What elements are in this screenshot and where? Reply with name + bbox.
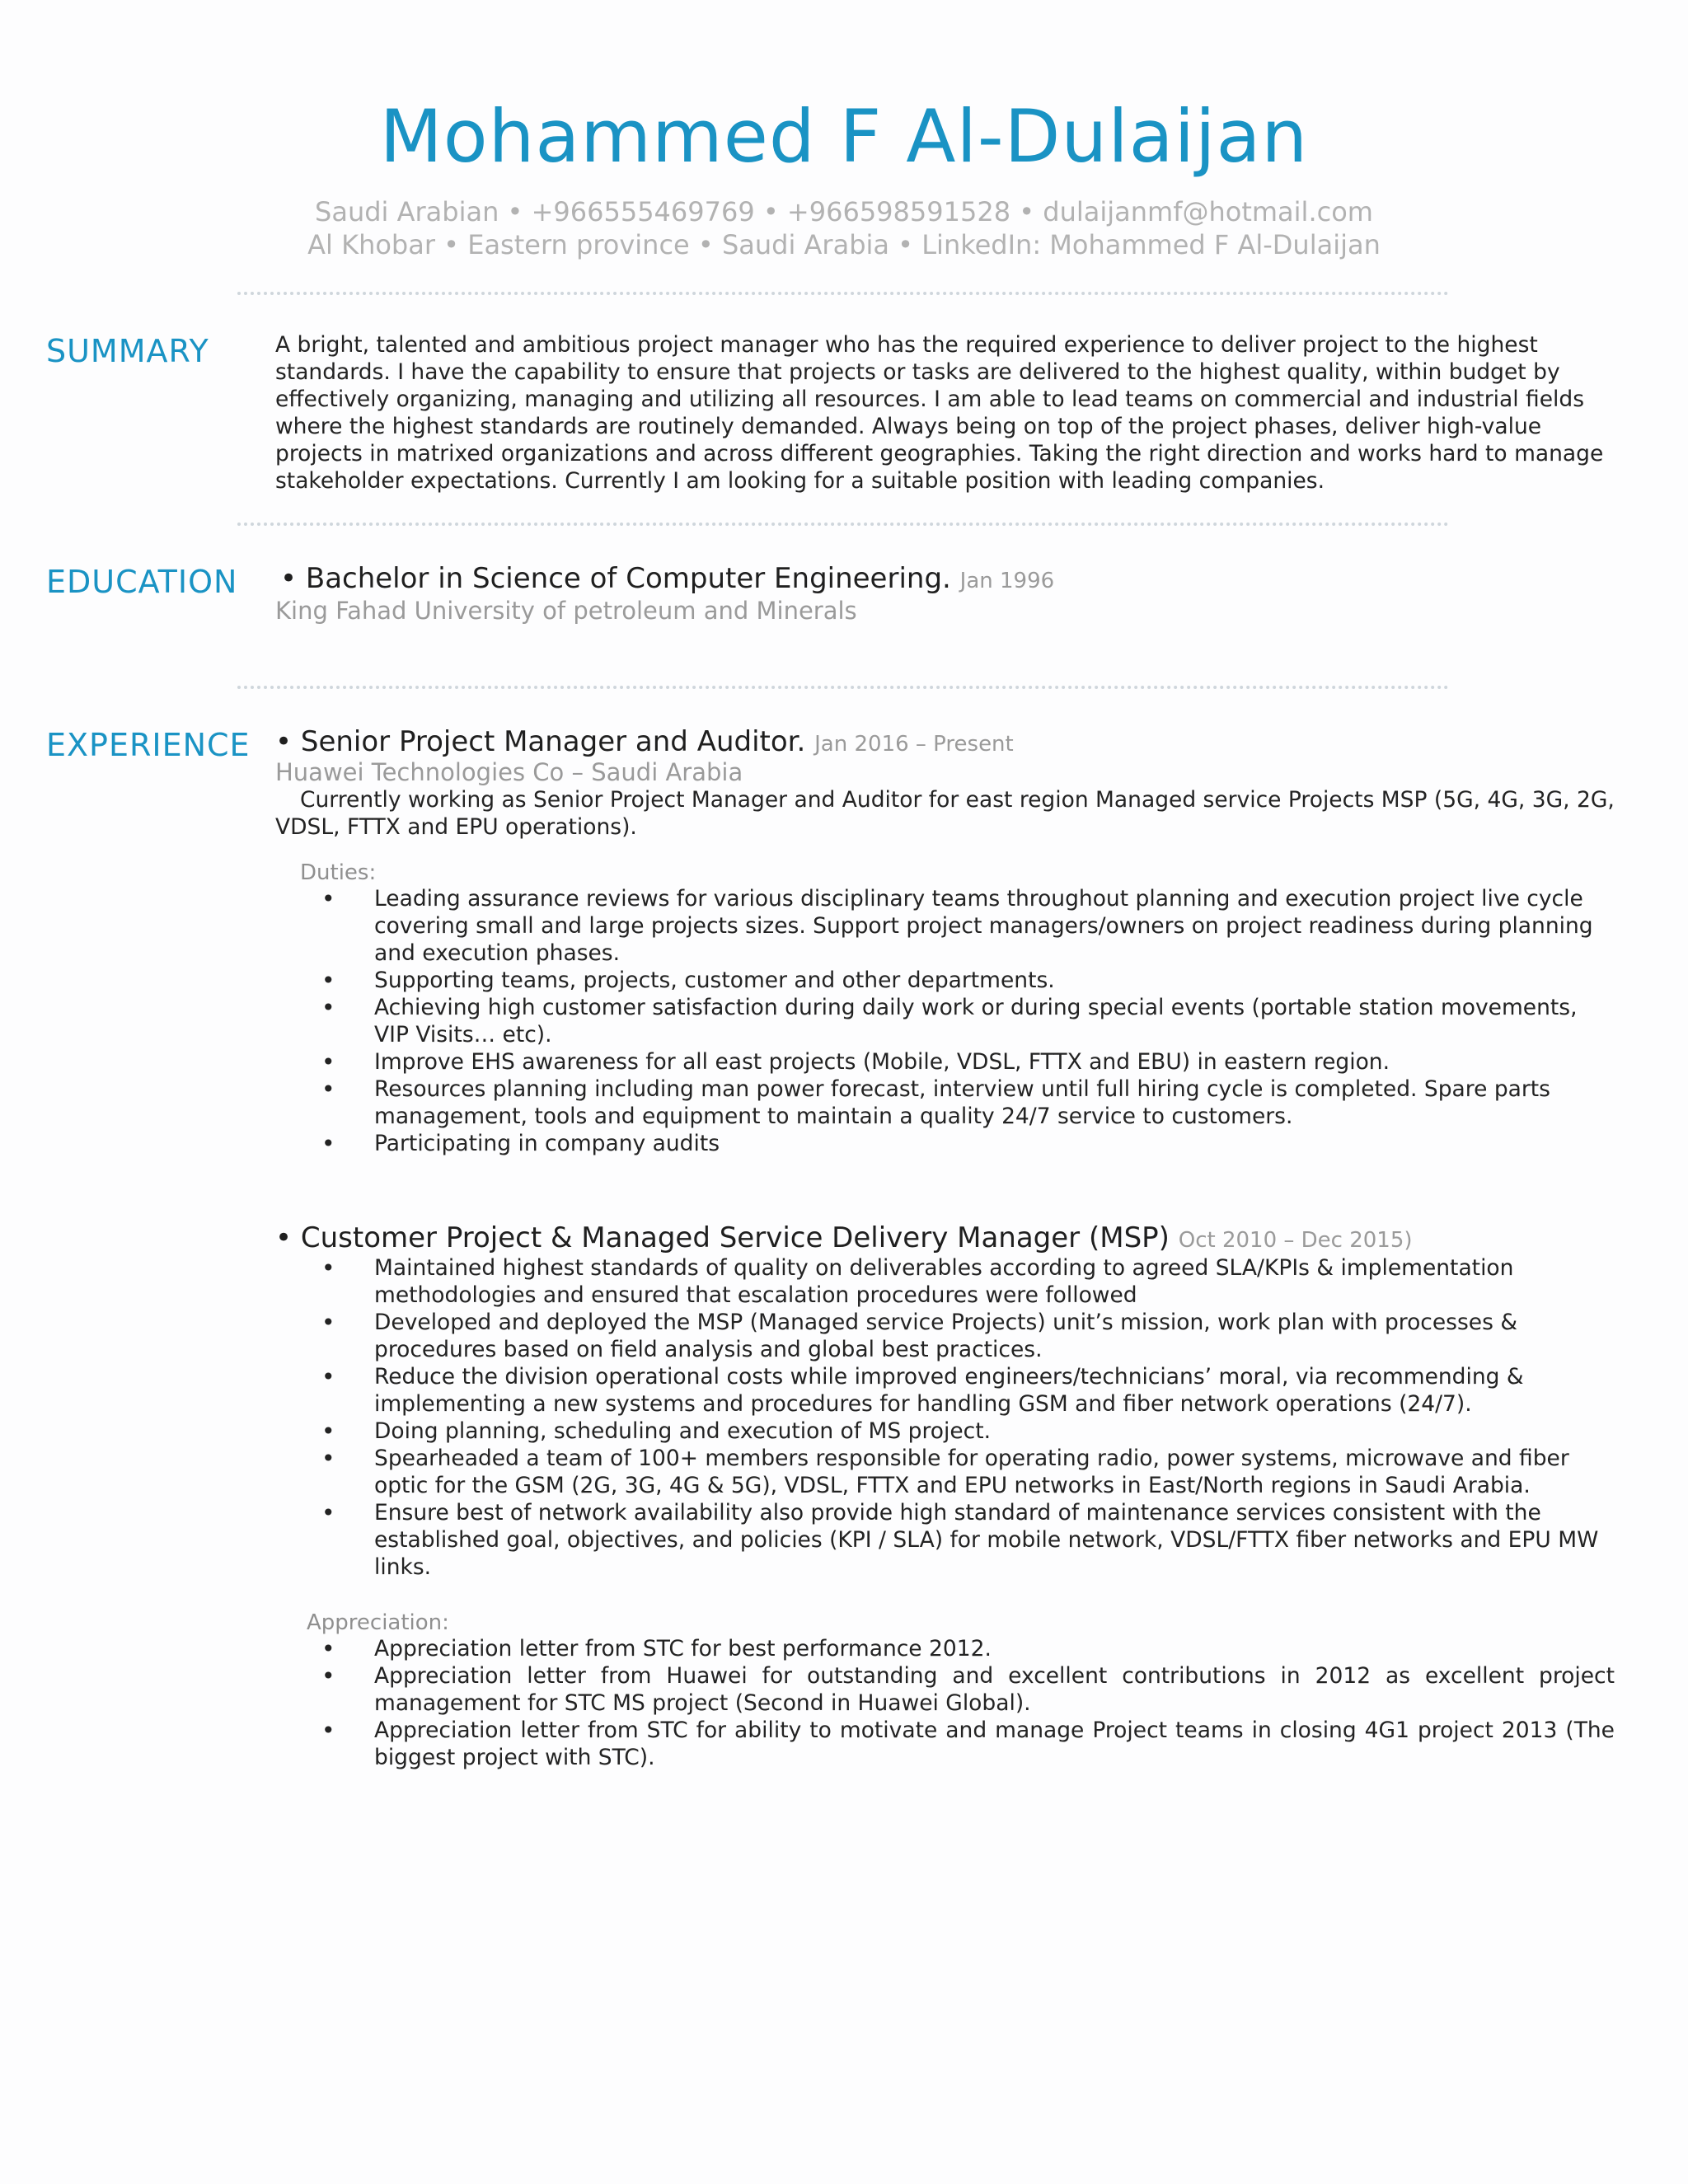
list-item: • Improve EHS awareness for all east projects (Mobile, VDSL, FTTX and EBU) in eastern region.: [275, 1048, 1615, 1076]
job-entry-2: [275, 1221, 1615, 1581]
list-item: • Maintained highest standards of quality on deliverables according to agreed SLA/KPIs & implementation methodologies and ensured that escalation procedures were followed: [275, 1254, 1615, 1309]
candidate-name: Mohammed F Al-Dulaijan: [379, 94, 1309, 179]
list-item: • Achieving high customer satisfaction during daily work or during special events (portable station movements, VIP Visits… etc).: [275, 994, 1615, 1048]
job-description: Currently working as Senior Project Manager and Auditor for east region Managed service Projects MSP (5G, 4G, 3G, 2G, VDSL, FTTX and EPU operations).: [275, 787, 1615, 840]
list-item: • Ensure best of network availability also provide high standard of maintenance services consistent with the established goal, objectives, and policies (KPI / SLA) for mobile network, VDSL/FTTX fiber networks and EPU MW links.: [275, 1499, 1615, 1581]
job-title: • Customer Project & Managed Service Delivery Manager (MSP): [275, 1221, 1170, 1254]
degree-title: • Bachelor in Science of Computer Engineering.: [280, 562, 951, 595]
summary-heading: SUMMARY: [46, 333, 209, 369]
divider: [237, 292, 1449, 295]
contact-line-1: Saudi Arabian • +966555469769 • +966598591528 • dulaijanmf@hotmail.com: [315, 196, 1373, 227]
list-item: • Participating in company audits: [275, 1130, 1615, 1157]
education-entry: [275, 562, 1615, 625]
summary-text: A bright, talented and ambitious project manager who has the required experience to deliver project to the highest standards. I have the capability to ensure that projects or tasks are delivered to the highest quality, within budget by effectively organizing, managing and utilizing all resources. I am able to lead teams on commercial and industrial fields where the highest standards are routinely demanded. Always being on top of the project phases, deliver high-value projects in matrixed organizations and across different geographies. Taking the right direction and works hard to manage stakeholder expectations. Currently I am looking for a suitable position with leading companies.: [275, 332, 1604, 494]
list-item: • Doing planning, scheduling and execution of MS project.: [275, 1418, 1615, 1445]
school-name: King Fahad University of petroleum and Minerals: [275, 597, 857, 625]
job-date: Jan 2016 – Present: [814, 732, 1014, 757]
list-item: • Appreciation letter from STC for ability to motivate and manage Project teams in closing 4G1 project 2013 (The biggest project with STC).: [275, 1717, 1615, 1771]
list-item: • Spearheaded a team of 100+ members responsible for operating radio, power systems, microwave and fiber optic for the GSM (2G, 3G, 4G & 5G), VDSL, FTTX and EPU networks in East/North regions in Saudi Arabia.: [275, 1445, 1615, 1499]
degree-date: Jan 1996: [959, 569, 1055, 593]
appreciation-list: [275, 1635, 1615, 1771]
job-date: Oct 2010 – Dec 2015): [1178, 1228, 1413, 1253]
appreciation-section: [275, 1610, 1615, 1771]
duties-list: [275, 885, 1615, 1157]
list-item: • Reduce the division operational costs while improved engineers/technicians’ moral, via recommending & implementing a new systems and procedures for handling GSM and fiber network operations (24/7).: [275, 1363, 1615, 1418]
company-name: Huawei Technologies Co – Saudi Arabia: [275, 758, 743, 786]
list-item: • Appreciation letter from STC for best performance 2012.: [275, 1635, 1615, 1662]
divider: [237, 686, 1449, 689]
divider: [237, 523, 1449, 526]
duties-list: [275, 1254, 1615, 1581]
job-entry-1: [275, 725, 1615, 1157]
list-item: • Developed and deployed the MSP (Managed service Projects) unit’s mission, work plan with processes & procedures based on field analysis and global best practices.: [275, 1309, 1615, 1363]
contact-line-2: Al Khobar • Eastern province • Saudi Arabia • LinkedIn: Mohammed F Al-Dulaijan: [307, 229, 1381, 260]
education-heading: EDUCATION: [46, 564, 238, 600]
list-item: • Resources planning including man power forecast, interview until full hiring cycle is completed. Spare parts management, tools and equipment to maintain a quality 24/7 service to customers.: [275, 1076, 1615, 1130]
job-title-line: [275, 1221, 1615, 1254]
experience-heading: EXPERIENCE: [46, 727, 251, 763]
job-title-line: [275, 725, 1615, 758]
duties-label: Duties:: [300, 860, 377, 885]
list-item: • Supporting teams, projects, customer and other departments.: [275, 967, 1615, 994]
list-item: • Appreciation letter from Huawei for outstanding and excellent contributions in 2012 as excellent project management for STC MS project (Second in Huawei Global).: [275, 1662, 1615, 1717]
list-item: • Leading assurance reviews for various disciplinary teams throughout planning and execution project live cycle covering small and large projects sizes. Support project managers/owners on project readiness during planning and execution phases.: [275, 885, 1615, 967]
appreciation-label: Appreciation:: [307, 1610, 449, 1635]
job-title: • Senior Project Manager and Auditor.: [275, 725, 806, 758]
degree-line: [275, 562, 1615, 595]
